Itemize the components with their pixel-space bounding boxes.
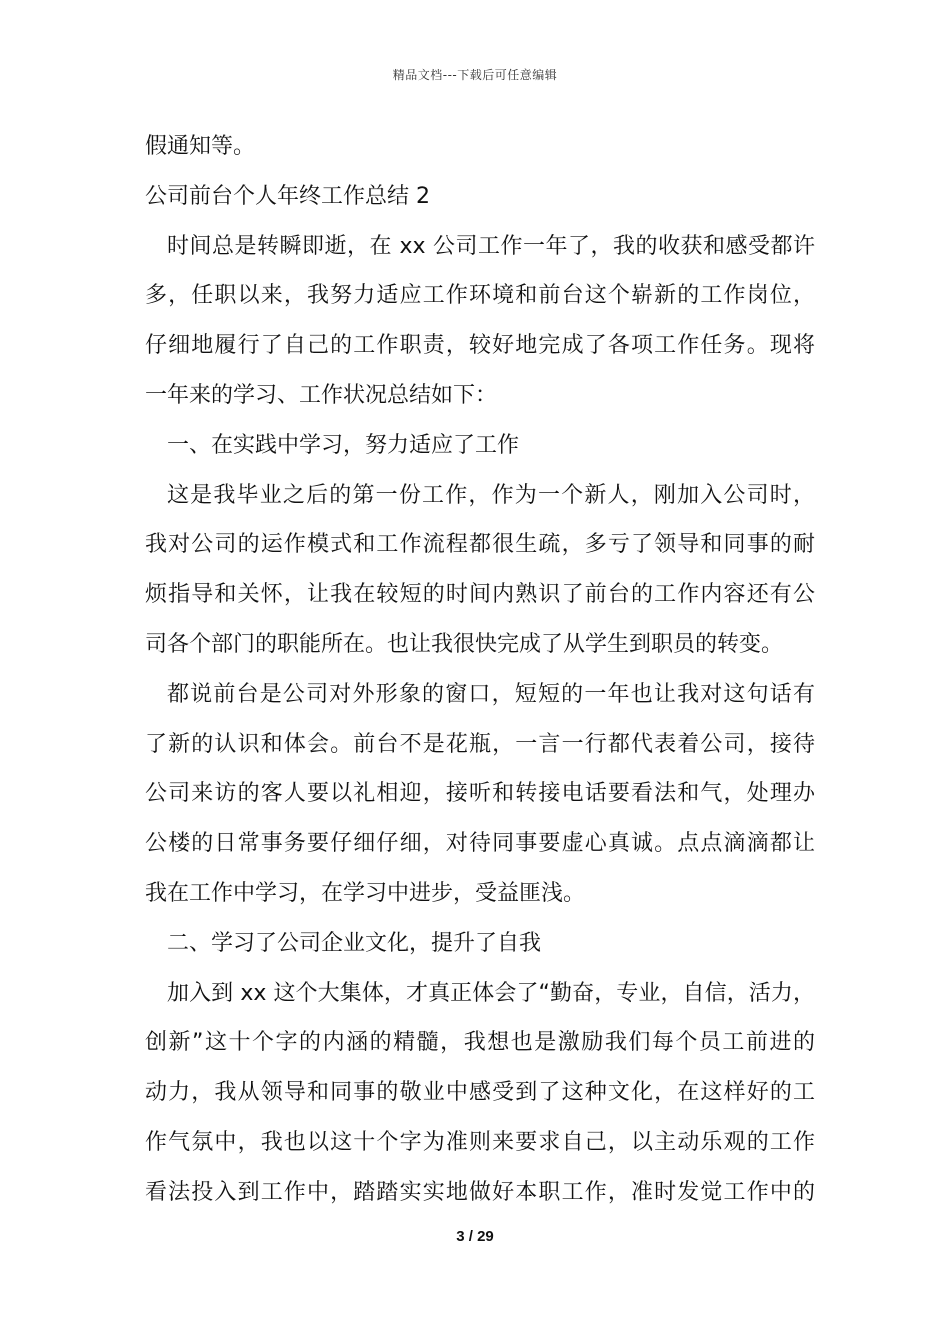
- text-line: 公司来访的客人要以礼相迎，接听和转接电话要看法和气，处理办: [145, 781, 815, 807]
- text-line: 公楼的日常事务要仔细仔细，对待同事要虚心真诚。点点滴滴都让: [145, 831, 815, 857]
- text-line: 烦指导和关怀，让我在较短的时间内熟识了前台的工作内容还有公: [145, 582, 815, 608]
- document-body: [145, 122, 815, 1218]
- text-line: 加入到 xx 这个大集体，才真正体会了“勤奋，专业，自信，活力，: [167, 980, 815, 1006]
- section-heading: 一、在实践中学习，努力适应了工作: [167, 432, 520, 458]
- text-line: 了新的认识和体会。前台不是花瓶，一言一行都代表着公司，接待: [145, 731, 815, 757]
- text-line: 作气氛中，我也以这十个字为准则来要求自己，以主动乐观的工作: [145, 1129, 815, 1155]
- section-heading: 二、学习了公司企业文化，提升了自我: [167, 930, 542, 956]
- text-line: 都说前台是公司对外形象的窗口，短短的一年也让我对这句话有: [167, 681, 815, 707]
- text-line: 这是我毕业之后的第一份工作，作为一个新人，刚加入公司时，: [167, 482, 815, 508]
- page-number: 3 / 29: [456, 1228, 494, 1245]
- text-line: 我对公司的运作模式和工作流程都很生疏，多亏了领导和同事的耐: [145, 532, 815, 558]
- section-title: 公司前台个人年终工作总结 2: [145, 183, 430, 209]
- text-line: 看法投入到工作中，踏踏实实地做好本职工作，准时发觉工作中的: [145, 1179, 815, 1205]
- page-header: 精品文档---下载后可任意编辑: [392, 68, 558, 82]
- text-line: 司各个部门的职能所在。也让我很快完成了从学生到职员的转变。: [145, 631, 784, 657]
- text-line: 创新”这十个字的内涵的精髓，我想也是激励我们每个员工前进的: [145, 1030, 815, 1056]
- text-line: 多，任职以来，我努力适应工作环境和前台这个崭新的工作岗位，: [145, 283, 815, 309]
- text-line: 假通知等。: [145, 134, 256, 159]
- text-line: 仔细地履行了自己的工作职责，较好地完成了各项工作任务。现将: [145, 333, 815, 359]
- text-line: 一年来的学习、工作状况总结如下：: [145, 382, 498, 408]
- text-line: 动力，我从领导和同事的敬业中感受到了这种文化，在这样好的工: [145, 1080, 815, 1106]
- text-line: 我在工作中学习，在学习中进步，受益匪浅。: [145, 880, 586, 906]
- text-line: 时间总是转瞬即逝，在 xx 公司工作一年了，我的收获和感受都许: [167, 233, 815, 259]
